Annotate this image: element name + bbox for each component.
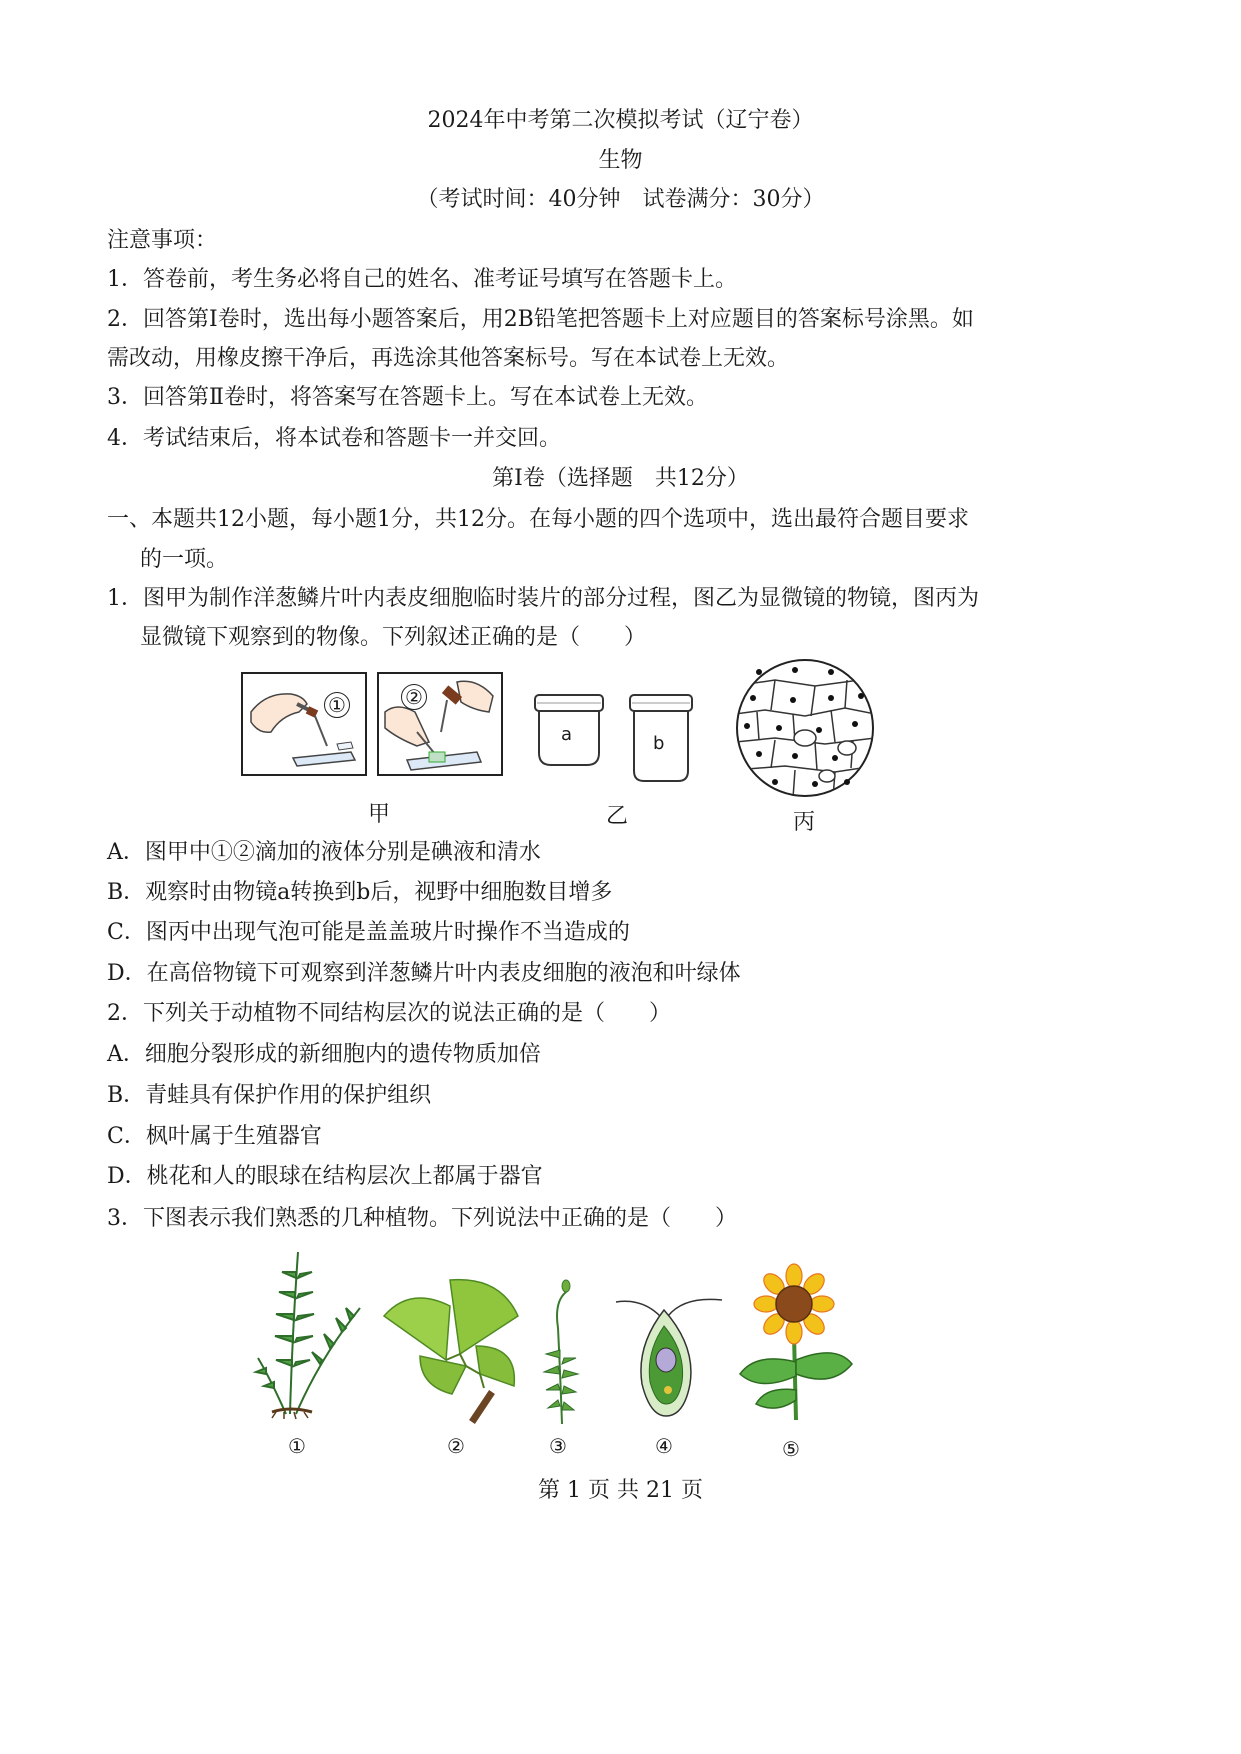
lens-b-label: b <box>653 733 665 754</box>
figure-label-jia: 甲 <box>368 802 391 827</box>
q2-stem: 2．下列关于动植物不同结构层次的说法正确的是（ ） <box>107 1001 671 1026</box>
q1-stem-line-2: 显微镜下观察到的物像。下列叙述正确的是（ ） <box>140 625 647 650</box>
figure-label-bing: 丙 <box>793 810 816 835</box>
q1-option-b: B．观察时由物镜a转换到b后，视野中细胞数目增多 <box>107 880 613 905</box>
page-footer: 第 1 页 共 21 页 <box>538 1478 703 1503</box>
q3-stem: 3．下图表示我们熟悉的几种植物。下列说法中正确的是（ ） <box>107 1206 737 1231</box>
exam-title: 2024年中考第二次模拟考试（辽宁卷） <box>427 108 814 133</box>
note-3: 3．回答第Ⅱ卷时，将答案写在答题卡上。写在本试卷上无效。 <box>107 385 708 410</box>
figure-jia-step1 <box>241 672 367 776</box>
microscope-view <box>735 658 875 798</box>
q2-option-d: D．桃花和人的眼球在结构层次上都属于器官 <box>107 1164 543 1189</box>
q1-option-a: A．图甲中①②滴加的液体分别是碘液和清水 <box>107 840 541 865</box>
section-instruction-line-1: 一、本题共12小题，每小题1分，共12分。在每小题的四个选项中，选出最符合题目要求 <box>107 507 969 532</box>
figure-label-yi: 乙 <box>606 804 629 829</box>
lens-a-label: a <box>561 724 573 745</box>
q1-stem-line-1: 1．图甲为制作洋葱鳞片叶内表皮细胞临时装片的部分过程，图乙为显微镜的物镜，图丙为 <box>107 586 980 611</box>
fern-plant <box>250 1248 370 1420</box>
q1-option-c: C．图丙中出现气泡可能是盖盖玻片时操作不当造成的 <box>107 920 630 945</box>
plant-label-5: ⑤ <box>782 1437 800 1461</box>
note-4: 4．考试结束后，将本试卷和答题卡一并交回。 <box>107 426 561 451</box>
section-title: 第Ⅰ卷（选择题 共12分） <box>492 466 749 491</box>
exam-info: （考试时间：40分钟 试卷满分：30分） <box>416 187 825 212</box>
note-2-line-2: 需改动，用橡皮擦干净后，再选涂其他答案标号。写在本试卷上无效。 <box>107 346 790 371</box>
q2-option-a: A．细胞分裂形成的新细胞内的遗传物质加倍 <box>107 1042 541 1067</box>
section-instruction-line-2: 的一项。 <box>140 547 229 572</box>
figure-jia-step2 <box>377 672 503 776</box>
note-2-line-1: 2．回答第Ⅰ卷时，选出每小题答案后，用2B铅笔把答题卡上对应题目的答案标号涂黑。如 <box>107 307 974 332</box>
ginkgo-plant <box>380 1276 522 1426</box>
step1-number: ① <box>324 692 350 718</box>
subject-title: 生物 <box>598 148 643 173</box>
plant-label-4: ④ <box>655 1434 673 1458</box>
q1-option-d: D．在高倍物镜下可观察到洋葱鳞片叶内表皮细胞的液泡和叶绿体 <box>107 961 741 986</box>
step2-number: ② <box>401 684 427 710</box>
q2-option-c: C．枫叶属于生殖器官 <box>107 1124 322 1149</box>
notes-heading: 注意事项： <box>107 228 218 253</box>
moss-plant <box>536 1278 584 1428</box>
note-1: 1．答卷前，考生务必将自己的姓名、准考证号填写在答题卡上。 <box>107 267 737 292</box>
q2-option-b: B．青蛙具有保护作用的保护组织 <box>107 1083 432 1108</box>
plant-label-3: ③ <box>549 1434 567 1458</box>
chlamydomonas <box>612 1286 726 1418</box>
sunflower-plant <box>736 1264 856 1422</box>
plant-label-1: ① <box>288 1434 306 1458</box>
plant-label-2: ② <box>447 1434 465 1458</box>
